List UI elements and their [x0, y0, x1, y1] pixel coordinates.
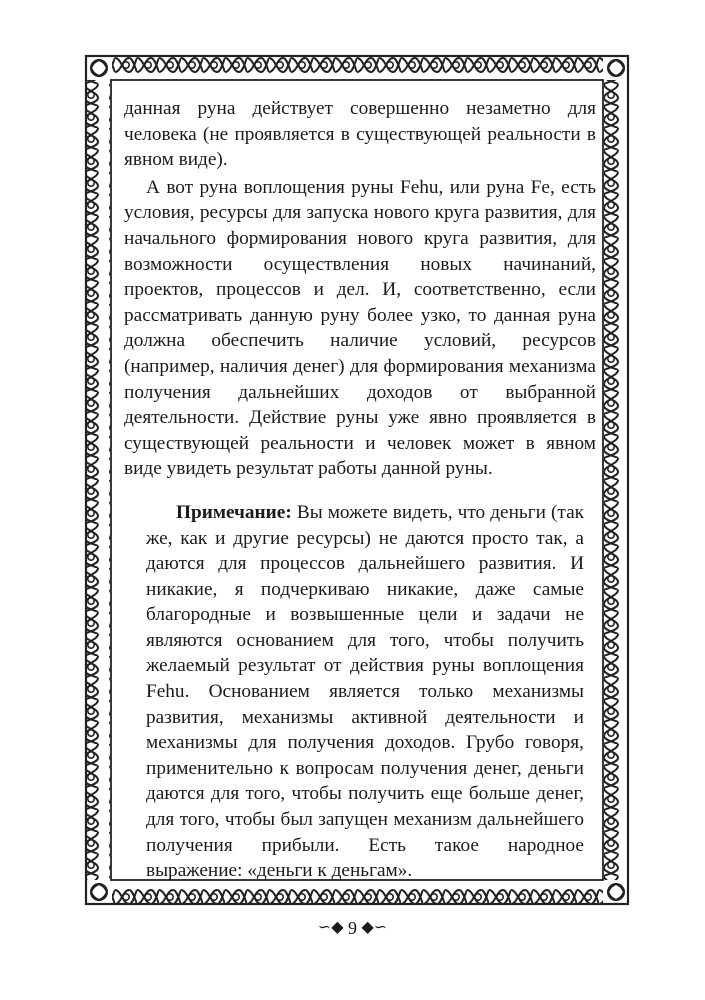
page-folio [0, 916, 705, 938]
corner-knot-tl [91, 60, 107, 76]
page-number: 9 [348, 917, 357, 938]
paragraph-1: данная руна действует совершенно незаметно для человека (не проявляется в существующей реальности в явном виде). [124, 98, 596, 171]
border-bottom-band [112, 881, 603, 903]
border-right-band [604, 80, 627, 880]
page-body [124, 96, 596, 884]
border-left-band [87, 80, 110, 880]
folio-ornament-right: ◆∽ [361, 918, 388, 936]
folio-ornament-left: ∽◆ [317, 918, 344, 936]
corner-knot-br [608, 884, 624, 900]
corner-knot-bl [91, 884, 107, 900]
paragraph-2: А вот руна воплощения руны Fehu, или руна Fe, есть условия, ресурсы для запуска нового круга развития, для начального формирования нового круга развития, для возможности осуществления новых начинаний, проектов, процессов и дел. И, соответственно, если рассматривать данную руну более узко, то данная руна должна обеспечить наличие условий, ресурсов (например, наличия денег) для формирования механизма получения дальнейших доходов от выбранной деятельности. Действие руны уже явно проявляется в существующей реальности и человек может в явном виде увидеть результат работы данной руны. [124, 176, 596, 480]
corner-knot-tr [608, 60, 624, 76]
border-top-band [112, 57, 603, 79]
note-text: Вы можете видеть, что деньги (так же, как и другие ресурсы) не даются просто так, а даются для процессов дальнейшего развития. И никакие, я подчеркиваю никакие, даже самые благородные и возвышенные цели и задачи не являются основанием для того, чтобы получить желаемый результат от действия руны воплощения Fehu. Основанием является только механизмы развития, механизмы активной деятельности и механизмы для получения доходов. Грубо говоря, применительно к вопросам получения денег, деньги даются для того, чтобы получить еще больше денег, для того, чтобы был запущен механизм дальнейшего получения прибыли. Есть такое народное выражение: «деньги к деньгам». [146, 501, 584, 882]
note-block [146, 500, 584, 884]
note-label: Примечание: [176, 501, 292, 523]
